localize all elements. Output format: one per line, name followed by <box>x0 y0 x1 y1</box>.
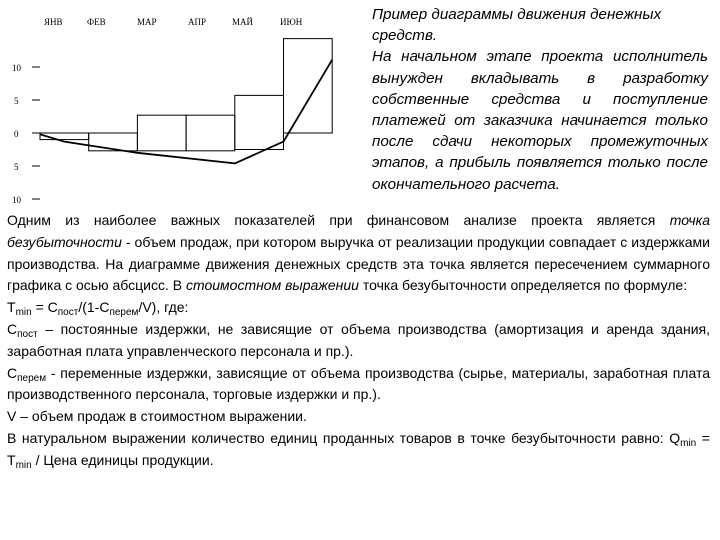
y-tick-label-zero: 0 <box>14 129 19 139</box>
month-label-mar: МАР <box>137 17 157 27</box>
formula-eq: = C <box>31 299 58 316</box>
cash-flow-chart <box>0 0 360 215</box>
month-label-feb: ФЕВ <box>87 17 106 27</box>
formula-t-sub: min <box>15 307 32 319</box>
y-tick-label-bottom: 10 <box>12 195 21 205</box>
formula-mid: /(1-C <box>78 299 110 316</box>
def1-sub: пост <box>17 328 38 340</box>
month-labels <box>44 17 303 27</box>
month-box-2 <box>89 133 138 151</box>
p1-text-b: - объем продаж, при котором выручка от реализации продукции совпадает с издержками производства. На диаграмме движения денежных средств эта точка является пересечением суммарного графика с осью абсцисс. В <box>7 233 710 294</box>
def1-c: C <box>7 320 18 337</box>
y-tick-label-upper: 5 <box>14 96 19 106</box>
main-text <box>7 210 710 472</box>
def2-text: - переменные издержки, зависящие от объема производства (сырье, материалы, заработная плата производственного персонала, торговые издержки и пр.). <box>7 364 710 403</box>
y-tick-label-lower: 5 <box>14 162 19 172</box>
p1-text-c: точка безубыточности определяется по формуле: <box>358 277 688 294</box>
def2-c: C <box>7 364 18 381</box>
term-value-expression: стоимостном выражении <box>185 277 359 294</box>
definition-variable-costs <box>7 363 710 407</box>
formula-end: /V), где: <box>138 299 189 316</box>
term-breakeven: точка безубыточности <box>7 212 710 250</box>
month-box-4 <box>186 115 235 151</box>
q-sub-1: min <box>680 437 697 449</box>
month-label-jan: ЯНВ <box>44 17 63 27</box>
formula-post-sub: пост <box>57 307 79 319</box>
p1-text-a: Одним из наиболее важных показателей при финансовом анализе проекта является <box>7 212 670 228</box>
caption-body: На начальном этапе проекта исполнитель вынужден вкладывать в разработку собственные средства и поступление платежей от заказчика начинается только после сдачи некоторых промежуточных этапов, а прибыль появляется только после окончательного расчета. <box>372 48 708 193</box>
def2-sub: перем <box>17 372 47 384</box>
month-label-may: МАЙ <box>232 17 254 27</box>
caption-title: Пример диаграммы движения денежных средств. <box>372 6 662 45</box>
definition-volume: V – объем продаж в стоимостном выражении. <box>7 408 307 425</box>
y-tick-label-top: 10 <box>12 63 21 73</box>
q-text-a: В натуральном выражении количество единиц проданных товаров в точке безубыточности равно: Q <box>7 429 681 446</box>
formula-perem-sub: перем <box>109 307 139 319</box>
y-axis <box>12 63 40 205</box>
formula-t: T <box>7 299 16 316</box>
q-text-b: = T <box>7 429 710 468</box>
paragraph-breakeven <box>7 210 710 297</box>
month-box-6 <box>284 39 333 133</box>
month-box-3 <box>137 115 186 151</box>
month-box-5 <box>235 95 284 149</box>
paragraph-units <box>7 428 710 472</box>
month-label-jun: ИЮН <box>280 17 303 27</box>
q-sub-2: min <box>15 459 32 471</box>
def1-text: – постоянные издержки, не зависящие от объема производства (амортизация и аренда здания, заработная плата управленческого персонала и пр.). <box>7 320 710 359</box>
definition-fixed-costs <box>7 319 710 363</box>
formula-line <box>7 297 710 319</box>
chart-caption <box>372 4 708 195</box>
q-text-c: / Цена единицы продукции. <box>31 451 214 468</box>
month-label-apr: АПР <box>188 17 207 27</box>
